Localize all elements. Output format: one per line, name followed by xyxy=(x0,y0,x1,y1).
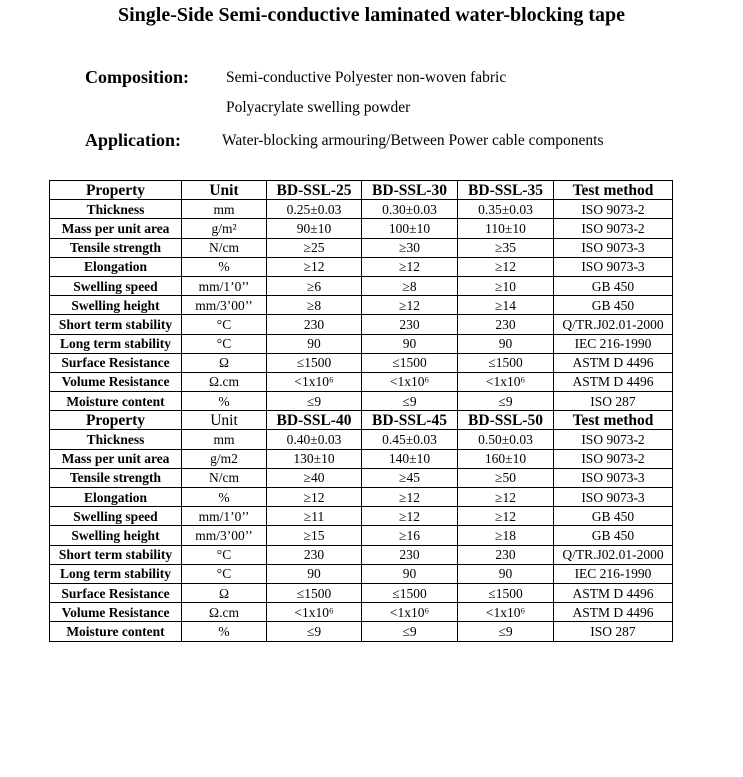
cell-grade-a: 230 xyxy=(267,315,362,334)
table-row xyxy=(50,603,673,622)
cell-property: Mass per unit area xyxy=(50,449,182,468)
cell-test-method: ISO 287 xyxy=(554,392,673,411)
application-text: Water-blocking armouring/Between Power cable components xyxy=(222,132,604,149)
cell-grade-a: ≥8 xyxy=(267,296,362,315)
header-cell-grade-a: BD-SSL-40 xyxy=(267,411,362,430)
cell-grade-b: 100±10 xyxy=(362,219,458,238)
table-row xyxy=(50,219,673,238)
cell-grade-a: <1x10⁶ xyxy=(267,603,362,622)
cell-grade-a: ≤9 xyxy=(267,622,362,641)
cell-property: Mass per unit area xyxy=(50,219,182,238)
cell-test-method: ASTM D 4496 xyxy=(554,583,673,602)
cell-grade-a: ≤1500 xyxy=(267,583,362,602)
cell-grade-c: 0.50±0.03 xyxy=(458,430,554,449)
header-cell-test-method: Test method xyxy=(554,411,673,430)
cell-test-method: ISO 9073-3 xyxy=(554,257,673,276)
cell-grade-b: ≥8 xyxy=(362,276,458,295)
cell-property: Long term stability xyxy=(50,334,182,353)
cell-test-method: GB 450 xyxy=(554,507,673,526)
cell-grade-a: <1x10⁶ xyxy=(267,372,362,391)
cell-unit: °C xyxy=(182,315,267,334)
cell-grade-a: 230 xyxy=(267,545,362,564)
table-row xyxy=(50,296,673,315)
composition-line-1: Semi-conductive Polyester non-woven fabric xyxy=(226,69,507,86)
cell-property: Swelling height xyxy=(50,296,182,315)
cell-grade-a: 90±10 xyxy=(267,219,362,238)
table-row xyxy=(50,334,673,353)
cell-unit: Ω.cm xyxy=(182,603,267,622)
cell-property: Long term stability xyxy=(50,564,182,583)
cell-test-method: GB 450 xyxy=(554,276,673,295)
table-row xyxy=(50,430,673,449)
cell-unit: g/m2 xyxy=(182,449,267,468)
cell-grade-a: ≥6 xyxy=(267,276,362,295)
table-row xyxy=(50,353,673,372)
table-row xyxy=(50,526,673,545)
cell-unit: % xyxy=(182,622,267,641)
cell-test-method: ISO 9073-3 xyxy=(554,488,673,507)
cell-grade-b: ≥12 xyxy=(362,507,458,526)
cell-grade-a: ≥11 xyxy=(267,507,362,526)
table-row xyxy=(50,372,673,391)
cell-grade-b: ≤9 xyxy=(362,622,458,641)
cell-property: Moisture content xyxy=(50,392,182,411)
cell-property: Thickness xyxy=(50,430,182,449)
cell-grade-b: 230 xyxy=(362,545,458,564)
cell-grade-b: 0.30±0.03 xyxy=(362,200,458,219)
cell-property: Surface Resistance xyxy=(50,353,182,372)
cell-grade-c: 0.35±0.03 xyxy=(458,200,554,219)
cell-unit: mm/3’00’’ xyxy=(182,526,267,545)
table-row xyxy=(50,392,673,411)
cell-test-method: ISO 287 xyxy=(554,622,673,641)
cell-grade-a: ≥25 xyxy=(267,238,362,257)
cell-grade-a: 90 xyxy=(267,334,362,353)
cell-grade-b: 90 xyxy=(362,334,458,353)
cell-unit: % xyxy=(182,392,267,411)
cell-grade-c: 110±10 xyxy=(458,219,554,238)
cell-property: Moisture content xyxy=(50,622,182,641)
cell-grade-c: ≥10 xyxy=(458,276,554,295)
cell-grade-c: <1x10⁶ xyxy=(458,603,554,622)
cell-grade-b: ≥12 xyxy=(362,488,458,507)
cell-test-method: ISO 9073-2 xyxy=(554,200,673,219)
cell-grade-a: 130±10 xyxy=(267,449,362,468)
cell-grade-c: ≤9 xyxy=(458,622,554,641)
cell-property: Swelling speed xyxy=(50,276,182,295)
properties-table xyxy=(49,180,673,642)
table-row xyxy=(50,468,673,487)
cell-grade-b: ≥12 xyxy=(362,296,458,315)
cell-unit: mm xyxy=(182,200,267,219)
cell-grade-c: ≥35 xyxy=(458,238,554,257)
cell-grade-c: 230 xyxy=(458,315,554,334)
cell-grade-a: 0.25±0.03 xyxy=(267,200,362,219)
cell-grade-c: ≥12 xyxy=(458,507,554,526)
cell-unit: g/m² xyxy=(182,219,267,238)
cell-grade-c: 90 xyxy=(458,334,554,353)
cell-unit: N/cm xyxy=(182,238,267,257)
cell-grade-c: ≤1500 xyxy=(458,583,554,602)
cell-grade-a: ≥40 xyxy=(267,468,362,487)
cell-grade-c: ≤1500 xyxy=(458,353,554,372)
cell-grade-c: ≥18 xyxy=(458,526,554,545)
cell-test-method: ISO 9073-2 xyxy=(554,430,673,449)
cell-unit: °C xyxy=(182,545,267,564)
table-row xyxy=(50,276,673,295)
cell-test-method: Q/TR.J02.01-2000 xyxy=(554,315,673,334)
cell-unit: °C xyxy=(182,564,267,583)
cell-test-method: ISO 9073-3 xyxy=(554,468,673,487)
application-label: Application: xyxy=(85,130,182,150)
cell-grade-c: ≤9 xyxy=(458,392,554,411)
cell-grade-a: ≥12 xyxy=(267,488,362,507)
composition-label: Composition: xyxy=(85,67,190,87)
cell-grade-b: 230 xyxy=(362,315,458,334)
cell-property: Swelling speed xyxy=(50,507,182,526)
table-row xyxy=(50,200,673,219)
header-cell-grade-c: BD-SSL-35 xyxy=(458,181,554,200)
cell-test-method: ISO 9073-2 xyxy=(554,449,673,468)
cell-test-method: GB 450 xyxy=(554,526,673,545)
table-row xyxy=(50,449,673,468)
cell-property: Elongation xyxy=(50,257,182,276)
cell-property: Tensile strength xyxy=(50,238,182,257)
cell-grade-b: 0.45±0.03 xyxy=(362,430,458,449)
properties-table-body xyxy=(50,181,673,642)
cell-grade-c: 90 xyxy=(458,564,554,583)
cell-property: Volume Resistance xyxy=(50,372,182,391)
cell-grade-a: ≤1500 xyxy=(267,353,362,372)
cell-grade-b: 140±10 xyxy=(362,449,458,468)
table-row xyxy=(50,564,673,583)
cell-grade-b: ≥45 xyxy=(362,468,458,487)
header-cell-unit: Unit xyxy=(182,411,267,430)
cell-test-method: ASTM D 4496 xyxy=(554,353,673,372)
cell-test-method: ASTM D 4496 xyxy=(554,372,673,391)
cell-test-method: ISO 9073-2 xyxy=(554,219,673,238)
table-row xyxy=(50,583,673,602)
cell-grade-a: ≥15 xyxy=(267,526,362,545)
cell-property: Tensile strength xyxy=(50,468,182,487)
cell-unit: °C xyxy=(182,334,267,353)
cell-test-method: Q/TR.J02.01-2000 xyxy=(554,545,673,564)
header-cell-property: Property xyxy=(50,181,182,200)
cell-grade-b: 90 xyxy=(362,564,458,583)
cell-unit: mm/3’00’’ xyxy=(182,296,267,315)
cell-grade-a: ≤9 xyxy=(267,392,362,411)
cell-grade-b: <1x10⁶ xyxy=(362,603,458,622)
cell-grade-b: ≤1500 xyxy=(362,353,458,372)
cell-grade-a: ≥12 xyxy=(267,257,362,276)
cell-property: Volume Resistance xyxy=(50,603,182,622)
cell-test-method: GB 450 xyxy=(554,296,673,315)
table-row xyxy=(50,315,673,334)
cell-test-method: ISO 9073-3 xyxy=(554,238,673,257)
cell-unit: mm/1’0’’ xyxy=(182,276,267,295)
table-header-row xyxy=(50,411,673,430)
cell-grade-c: ≥50 xyxy=(458,468,554,487)
header-cell-grade-c: BD-SSL-50 xyxy=(458,411,554,430)
cell-grade-c: 160±10 xyxy=(458,449,554,468)
cell-unit: % xyxy=(182,257,267,276)
cell-grade-c: <1x10⁶ xyxy=(458,372,554,391)
cell-grade-b: ≤1500 xyxy=(362,583,458,602)
table-row xyxy=(50,488,673,507)
cell-grade-b: ≤9 xyxy=(362,392,458,411)
cell-property: Elongation xyxy=(50,488,182,507)
cell-unit: Ω.cm xyxy=(182,372,267,391)
cell-property: Thickness xyxy=(50,200,182,219)
cell-property: Short term stability xyxy=(50,315,182,334)
cell-test-method: ASTM D 4496 xyxy=(554,603,673,622)
cell-grade-c: ≥14 xyxy=(458,296,554,315)
table-header-row xyxy=(50,181,673,200)
header-cell-test-method: Test method xyxy=(554,181,673,200)
cell-grade-c: ≥12 xyxy=(458,257,554,276)
table-row xyxy=(50,622,673,641)
header-cell-unit: Unit xyxy=(182,181,267,200)
header-cell-property: Property xyxy=(50,411,182,430)
header-cell-grade-a: BD-SSL-25 xyxy=(267,181,362,200)
cell-grade-b: ≥12 xyxy=(362,257,458,276)
cell-test-method: IEC 216-1990 xyxy=(554,564,673,583)
table-row xyxy=(50,238,673,257)
cell-property: Swelling height xyxy=(50,526,182,545)
composition-line-2: Polyacrylate swelling powder xyxy=(226,99,411,116)
cell-property: Surface Resistance xyxy=(50,583,182,602)
cell-grade-b: <1x10⁶ xyxy=(362,372,458,391)
page-title: Single-Side Semi-conductive laminated water-blocking tape xyxy=(117,4,626,26)
header-cell-grade-b: BD-SSL-30 xyxy=(362,181,458,200)
cell-grade-a: 0.40±0.03 xyxy=(267,430,362,449)
cell-unit: Ω xyxy=(182,583,267,602)
cell-unit: N/cm xyxy=(182,468,267,487)
cell-grade-a: 90 xyxy=(267,564,362,583)
cell-unit: mm/1’0’’ xyxy=(182,507,267,526)
cell-grade-c: ≥12 xyxy=(458,488,554,507)
cell-unit: % xyxy=(182,488,267,507)
cell-unit: mm xyxy=(182,430,267,449)
cell-unit: Ω xyxy=(182,353,267,372)
table-row xyxy=(50,507,673,526)
table-row xyxy=(50,545,673,564)
cell-grade-b: ≥30 xyxy=(362,238,458,257)
cell-grade-c: 230 xyxy=(458,545,554,564)
header-cell-grade-b: BD-SSL-45 xyxy=(362,411,458,430)
cell-test-method: IEC 216-1990 xyxy=(554,334,673,353)
table-row xyxy=(50,257,673,276)
cell-grade-b: ≥16 xyxy=(362,526,458,545)
cell-property: Short term stability xyxy=(50,545,182,564)
